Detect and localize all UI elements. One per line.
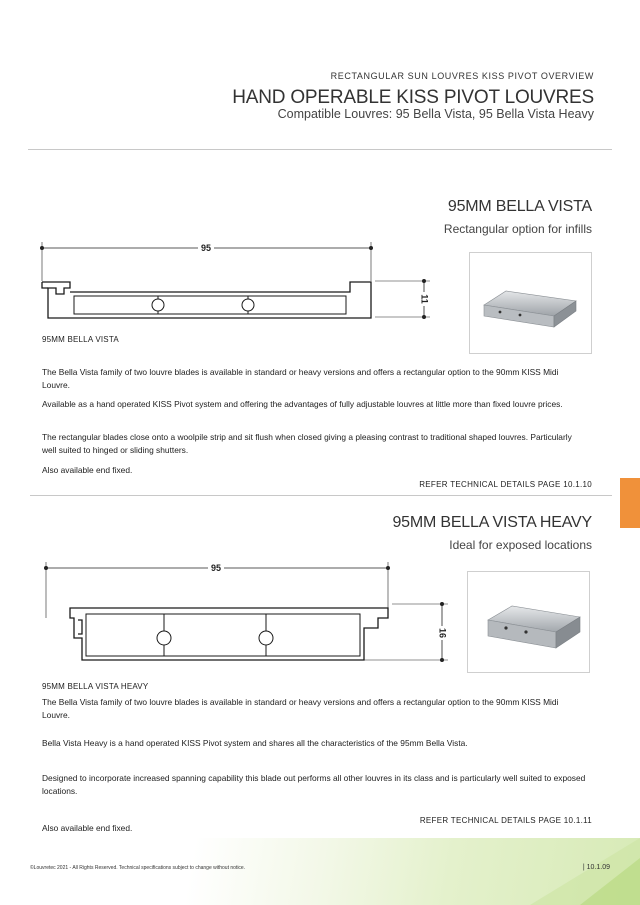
section1-width-dimension (40, 242, 373, 281)
section2-profile-drawing (38, 556, 450, 672)
section1-profile-drawing (34, 236, 446, 328)
section1-height-dimension (375, 279, 430, 319)
section2-paragraph-1: The Bella Vista family of two louvre blades is available in standard or heavy versions and offers a rectangular option to the 90mm KISS Midi Louvre. (42, 697, 559, 720)
section2-subtitle: Ideal for exposed locations (449, 538, 592, 552)
section2-paragraph-4: Also available end fixed. (42, 823, 133, 833)
section1-paragraph-4: Also available end fixed. (42, 465, 133, 475)
section2-dim-width: 95 (210, 563, 222, 573)
footer-page-number: | 10.1.09 (582, 864, 610, 871)
section1-subtitle: Rectangular option for infills (443, 222, 592, 236)
footer-band (0, 838, 640, 905)
section2-caption: 95MM BELLA VISTA HEAVY (42, 682, 149, 691)
section1-dim-height: 11 (419, 294, 430, 304)
page-subtitle: Compatible Louvres: 95 Bella Vista, 95 Bella Vista Heavy (277, 107, 594, 121)
header-divider (28, 149, 612, 150)
section2-width-dimension (44, 562, 390, 618)
header-eyebrow: RECTANGULAR SUN LOUVRES KISS PIVOT OVERVIEW (330, 71, 594, 81)
section1-title: 95MM BELLA VISTA (447, 198, 592, 215)
section1-dim-width: 95 (200, 243, 212, 253)
section2-height-dimension (362, 602, 448, 662)
section1-paragraph-3: The rectangular blades close onto a woolpile strip and sit flush when closed giving a pleasing contrast to traditional shaped louvres. Particularly well suited to hinged or sliding shutters. (42, 432, 572, 455)
page-title: HAND OPERABLE KISS PIVOT LOUVRES (232, 87, 594, 108)
section2-reference: REFER TECHNICAL DETAILS PAGE 10.1.11 (419, 816, 592, 825)
section1-blade-image (470, 253, 591, 353)
section2-paragraph-2: Bella Vista Heavy is a hand operated KISS Pivot system and shares all the characteristics of the 95mm Bella Vista. (42, 738, 468, 748)
section2-blade-profile (70, 608, 388, 660)
section2-dim-height: 16 (437, 627, 448, 639)
section2-blade-image (468, 572, 589, 672)
section1-blade-profile (42, 282, 371, 318)
section1-paragraph-2: Available as a hand operated KISS Pivot system and offering the advantages of fully adjustable louvres at little more than fixed louvre prices. (42, 399, 563, 409)
section1-caption: 95MM BELLA VISTA (42, 335, 119, 344)
section1-reference: REFER TECHNICAL DETAILS PAGE 10.1.10 (419, 480, 592, 489)
footer-copyright: ©Louvretec 2021 - All Rights Reserved. Technical specifications subject to change without notice. (30, 865, 246, 871)
section2-product-photo (467, 571, 590, 673)
section-divider (30, 495, 612, 496)
section1-product-photo (469, 252, 592, 354)
section2-title: 95MM BELLA VISTA HEAVY (392, 514, 592, 531)
section1-paragraph-1: The Bella Vista family of two louvre blades is available in standard or heavy versions and offers a rectangular option to the 90mm KISS Midi Louvre. (42, 367, 559, 390)
footer-decoration (490, 838, 640, 905)
section2-paragraph-3: Designed to incorporate increased spanning capability this blade out performs all other louvres in its class and is particularly well suited to exposed locations. (42, 773, 586, 796)
section-tab-marker (620, 478, 640, 528)
